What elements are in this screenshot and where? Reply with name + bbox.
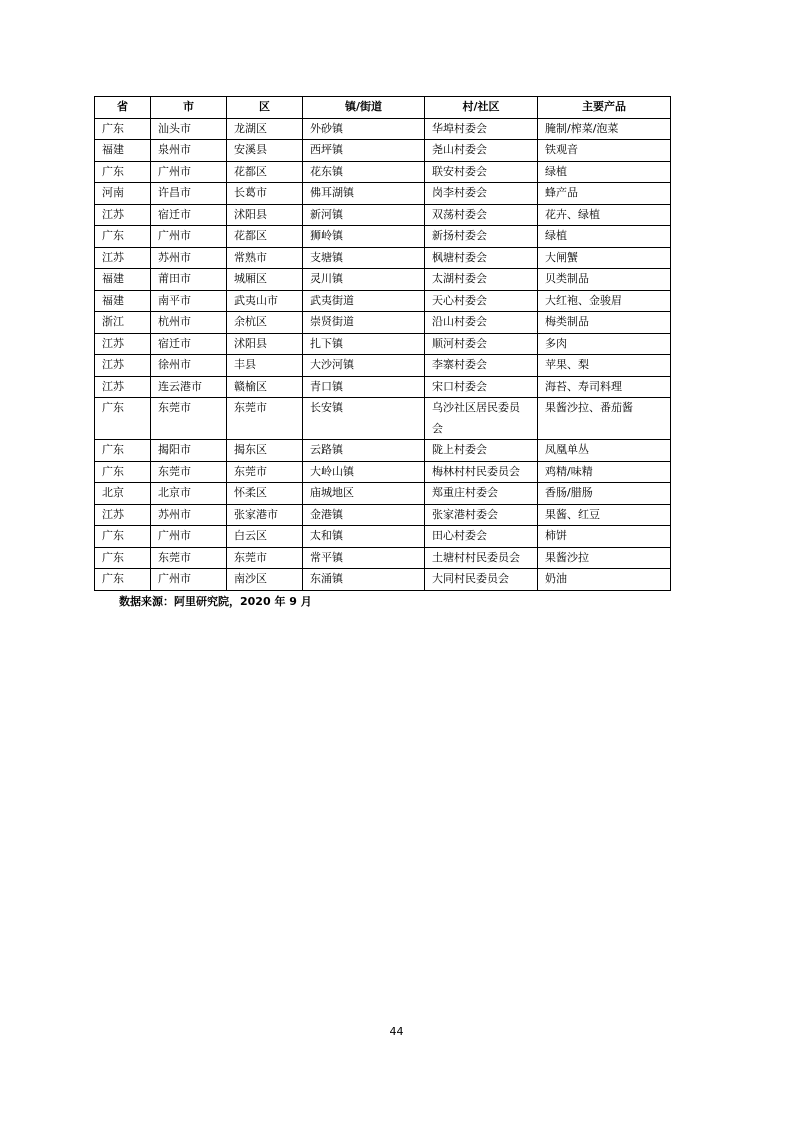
cell-product: 大红袍、金骏眉 bbox=[538, 290, 671, 312]
cell-product: 腌制/榨菜/泡菜 bbox=[538, 118, 671, 140]
cell-province: 浙江 bbox=[95, 312, 151, 334]
cell-province: 北京 bbox=[95, 483, 151, 505]
table-row bbox=[95, 183, 671, 205]
cell-village: 顺河村委会 bbox=[425, 333, 538, 355]
cell-town: 常平镇 bbox=[303, 547, 425, 569]
cell-village: 郑重庄村委会 bbox=[425, 483, 538, 505]
cell-town: 大岭山镇 bbox=[303, 461, 425, 483]
cell-town: 大沙河镇 bbox=[303, 355, 425, 377]
cell-city: 东莞市 bbox=[151, 461, 227, 483]
cell-city: 杭州市 bbox=[151, 312, 227, 334]
cell-town: 新河镇 bbox=[303, 204, 425, 226]
header-row bbox=[95, 97, 671, 119]
cell-district: 沭阳县 bbox=[227, 333, 303, 355]
header-village: 村/社区 bbox=[425, 97, 538, 119]
cell-district: 长葛市 bbox=[227, 183, 303, 205]
cell-product: 奶油 bbox=[538, 569, 671, 591]
cell-town: 长安镇 bbox=[303, 398, 425, 440]
cell-district: 揭东区 bbox=[227, 440, 303, 462]
cell-city: 苏州市 bbox=[151, 504, 227, 526]
header-province: 省 bbox=[95, 97, 151, 119]
table-row bbox=[95, 440, 671, 462]
cell-province: 广东 bbox=[95, 118, 151, 140]
cell-village: 李寨村委会 bbox=[425, 355, 538, 377]
table-row bbox=[95, 569, 671, 591]
cell-village: 沿山村委会 bbox=[425, 312, 538, 334]
cell-product: 鸡精/味精 bbox=[538, 461, 671, 483]
cell-province: 福建 bbox=[95, 290, 151, 312]
header-product: 主要产品 bbox=[538, 97, 671, 119]
cell-city: 东莞市 bbox=[151, 398, 227, 440]
cell-city: 泉州市 bbox=[151, 140, 227, 162]
table-row bbox=[95, 547, 671, 569]
cell-village: 梅林村村民委员会 bbox=[425, 461, 538, 483]
cell-province: 江苏 bbox=[95, 355, 151, 377]
cell-town: 崇贤街道 bbox=[303, 312, 425, 334]
cell-city: 广州市 bbox=[151, 569, 227, 591]
cell-product: 梅类制品 bbox=[538, 312, 671, 334]
cell-town: 灵川镇 bbox=[303, 269, 425, 291]
cell-village: 联安村委会 bbox=[425, 161, 538, 183]
table-row bbox=[95, 269, 671, 291]
cell-village: 新扬村委会 bbox=[425, 226, 538, 248]
table-row bbox=[95, 355, 671, 377]
table-row bbox=[95, 312, 671, 334]
cell-product: 花卉、绿植 bbox=[538, 204, 671, 226]
table-header bbox=[95, 97, 671, 119]
cell-district: 南沙区 bbox=[227, 569, 303, 591]
cell-district: 沭阳县 bbox=[227, 204, 303, 226]
header-district: 区 bbox=[227, 97, 303, 119]
cell-district: 赣榆区 bbox=[227, 376, 303, 398]
cell-province: 广东 bbox=[95, 569, 151, 591]
cell-product: 海苔、寿司料理 bbox=[538, 376, 671, 398]
cell-town: 佛耳湖镇 bbox=[303, 183, 425, 205]
cell-town: 庙城地区 bbox=[303, 483, 425, 505]
cell-town: 狮岭镇 bbox=[303, 226, 425, 248]
cell-city: 莆田市 bbox=[151, 269, 227, 291]
cell-village: 枫塘村委会 bbox=[425, 247, 538, 269]
cell-village: 天心村委会 bbox=[425, 290, 538, 312]
cell-village: 乌沙社区居民委员会 bbox=[425, 398, 538, 440]
cell-town: 金港镇 bbox=[303, 504, 425, 526]
cell-village: 田心村委会 bbox=[425, 526, 538, 548]
table-row bbox=[95, 118, 671, 140]
cell-village: 土塘村村民委员会 bbox=[425, 547, 538, 569]
cell-province: 福建 bbox=[95, 140, 151, 162]
cell-village: 张家港村委会 bbox=[425, 504, 538, 526]
cell-product: 果酱、红豆 bbox=[538, 504, 671, 526]
table-row bbox=[95, 483, 671, 505]
cell-product: 苹果、梨 bbox=[538, 355, 671, 377]
data-source-note: 数据来源：阿里研究院，2020 年 9 月 bbox=[119, 595, 312, 608]
cell-city: 苏州市 bbox=[151, 247, 227, 269]
cell-city: 东莞市 bbox=[151, 547, 227, 569]
cell-product: 果酱沙拉 bbox=[538, 547, 671, 569]
cell-product: 大闸蟹 bbox=[538, 247, 671, 269]
cell-product: 绿植 bbox=[538, 161, 671, 183]
cell-product: 凤凰单丛 bbox=[538, 440, 671, 462]
cell-town: 花东镇 bbox=[303, 161, 425, 183]
table-body bbox=[95, 118, 671, 590]
cell-district: 东莞市 bbox=[227, 461, 303, 483]
cell-district: 东莞市 bbox=[227, 547, 303, 569]
cell-product: 香肠/腊肠 bbox=[538, 483, 671, 505]
cell-city: 徐州市 bbox=[151, 355, 227, 377]
cell-town: 云路镇 bbox=[303, 440, 425, 462]
cell-province: 江苏 bbox=[95, 504, 151, 526]
cell-province: 广东 bbox=[95, 461, 151, 483]
cell-province: 广东 bbox=[95, 398, 151, 440]
cell-province: 江苏 bbox=[95, 333, 151, 355]
cell-product: 绿植 bbox=[538, 226, 671, 248]
table-row bbox=[95, 226, 671, 248]
cell-district: 张家港市 bbox=[227, 504, 303, 526]
table-row bbox=[95, 140, 671, 162]
cell-district: 花都区 bbox=[227, 161, 303, 183]
cell-product: 铁观音 bbox=[538, 140, 671, 162]
table-row bbox=[95, 398, 671, 440]
cell-town: 外砂镇 bbox=[303, 118, 425, 140]
table-row bbox=[95, 376, 671, 398]
cell-province: 福建 bbox=[95, 269, 151, 291]
cell-village: 华埠村委会 bbox=[425, 118, 538, 140]
cell-city: 南平市 bbox=[151, 290, 227, 312]
cell-product: 多肉 bbox=[538, 333, 671, 355]
header-town: 镇/街道 bbox=[303, 97, 425, 119]
page-number: 44 bbox=[389, 1025, 404, 1038]
cell-town: 武夷街道 bbox=[303, 290, 425, 312]
cell-city: 宿迁市 bbox=[151, 204, 227, 226]
cell-district: 常熟市 bbox=[227, 247, 303, 269]
table-row bbox=[95, 461, 671, 483]
cell-city: 许昌市 bbox=[151, 183, 227, 205]
cell-district: 白云区 bbox=[227, 526, 303, 548]
cell-town: 西坪镇 bbox=[303, 140, 425, 162]
header-city: 市 bbox=[151, 97, 227, 119]
cell-product: 贝类制品 bbox=[538, 269, 671, 291]
cell-province: 广东 bbox=[95, 161, 151, 183]
cell-village: 岗李村委会 bbox=[425, 183, 538, 205]
cell-village: 大同村民委员会 bbox=[425, 569, 538, 591]
cell-product: 果酱沙拉、番茄酱 bbox=[538, 398, 671, 440]
cell-city: 连云港市 bbox=[151, 376, 227, 398]
cell-district: 丰县 bbox=[227, 355, 303, 377]
cell-village: 双荡村委会 bbox=[425, 204, 538, 226]
cell-city: 广州市 bbox=[151, 226, 227, 248]
cell-city: 广州市 bbox=[151, 526, 227, 548]
cell-province: 江苏 bbox=[95, 204, 151, 226]
cell-district: 武夷山市 bbox=[227, 290, 303, 312]
table-row bbox=[95, 247, 671, 269]
cell-district: 安溪县 bbox=[227, 140, 303, 162]
cell-province: 广东 bbox=[95, 547, 151, 569]
cell-province: 江苏 bbox=[95, 247, 151, 269]
cell-province: 广东 bbox=[95, 226, 151, 248]
product-village-table bbox=[94, 96, 671, 591]
table-row bbox=[95, 526, 671, 548]
cell-province: 广东 bbox=[95, 440, 151, 462]
table-row bbox=[95, 290, 671, 312]
table-row bbox=[95, 333, 671, 355]
cell-town: 支塘镇 bbox=[303, 247, 425, 269]
cell-village: 陇上村委会 bbox=[425, 440, 538, 462]
table-row bbox=[95, 204, 671, 226]
cell-district: 东莞市 bbox=[227, 398, 303, 440]
cell-city: 揭阳市 bbox=[151, 440, 227, 462]
cell-village: 尧山村委会 bbox=[425, 140, 538, 162]
cell-district: 花都区 bbox=[227, 226, 303, 248]
cell-province: 河南 bbox=[95, 183, 151, 205]
cell-village: 太湖村委会 bbox=[425, 269, 538, 291]
cell-town: 太和镇 bbox=[303, 526, 425, 548]
cell-province: 江苏 bbox=[95, 376, 151, 398]
cell-product: 柿饼 bbox=[538, 526, 671, 548]
cell-province: 广东 bbox=[95, 526, 151, 548]
cell-city: 广州市 bbox=[151, 161, 227, 183]
cell-town: 东涌镇 bbox=[303, 569, 425, 591]
table-row bbox=[95, 161, 671, 183]
cell-product: 蜂产品 bbox=[538, 183, 671, 205]
cell-town: 青口镇 bbox=[303, 376, 425, 398]
cell-district: 龙湖区 bbox=[227, 118, 303, 140]
cell-city: 北京市 bbox=[151, 483, 227, 505]
cell-district: 余杭区 bbox=[227, 312, 303, 334]
cell-village: 宋口村委会 bbox=[425, 376, 538, 398]
cell-district: 怀柔区 bbox=[227, 483, 303, 505]
cell-city: 宿迁市 bbox=[151, 333, 227, 355]
cell-town: 扎下镇 bbox=[303, 333, 425, 355]
cell-city: 汕头市 bbox=[151, 118, 227, 140]
cell-district: 城厢区 bbox=[227, 269, 303, 291]
table-row bbox=[95, 504, 671, 526]
